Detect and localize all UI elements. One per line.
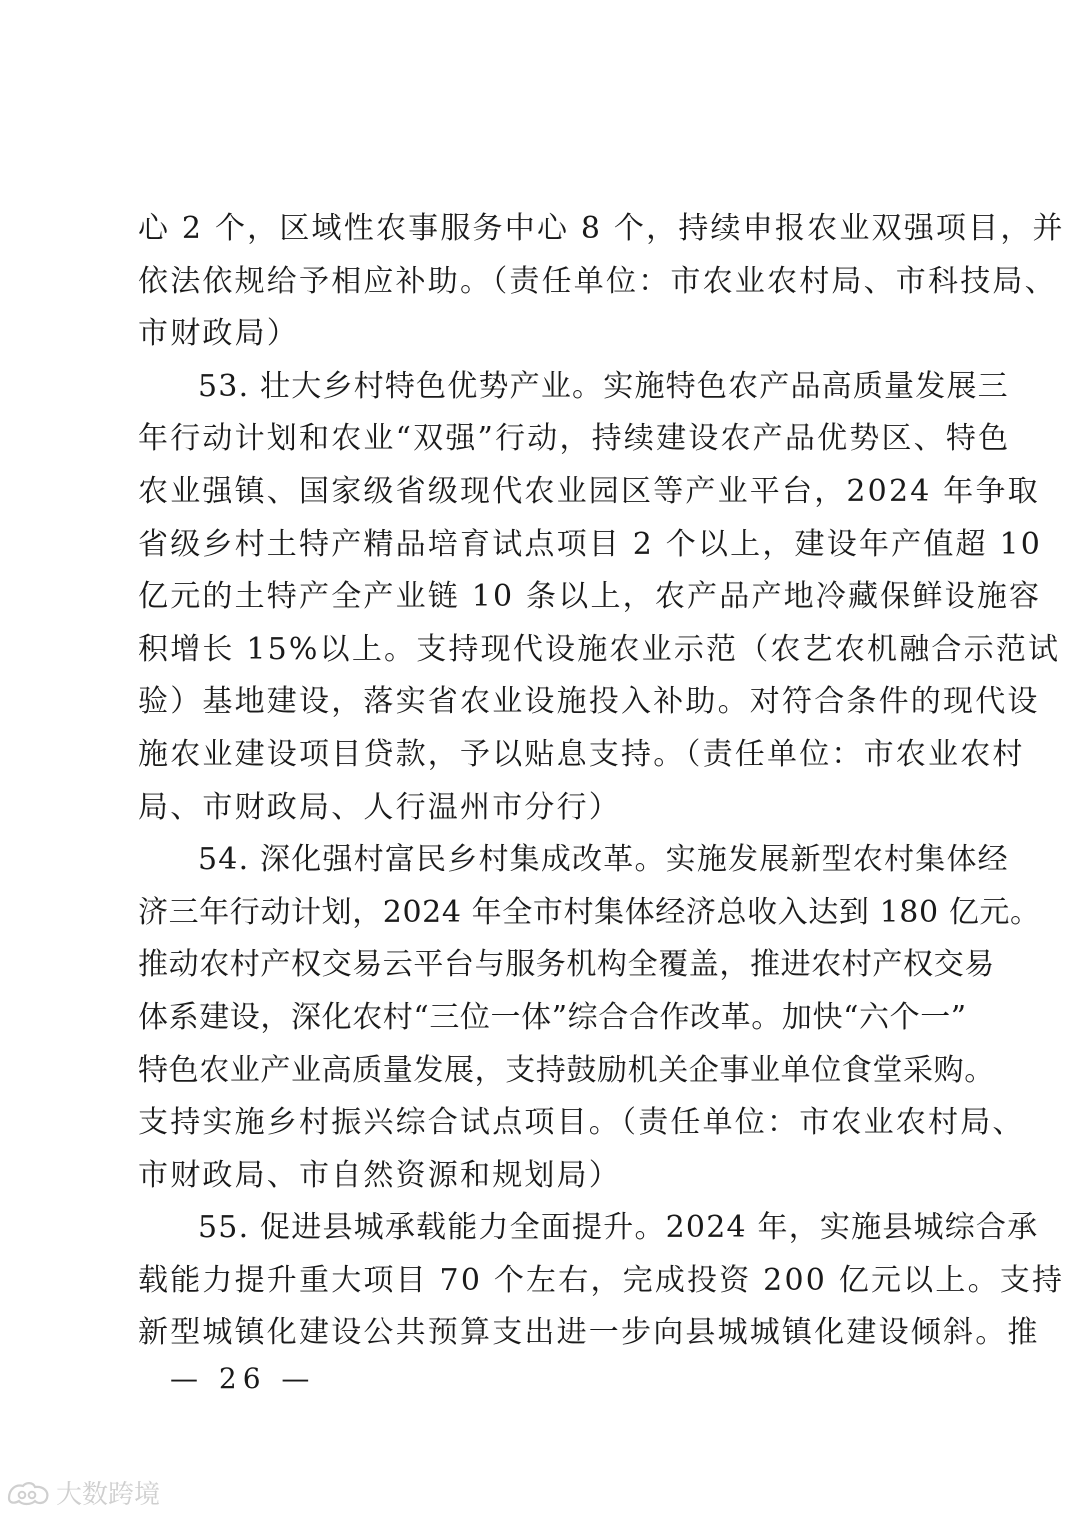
text-line: 推动农村产权交易云平台与服务机构全覆盖，推进农村产权交易 — [138, 947, 995, 983]
text-line: 市财政局） — [138, 316, 299, 352]
page-number: — 26 — — [170, 1362, 316, 1395]
text-line: 支持实施乡村振兴综合试点项目。（责任单位：市农业农村局、 — [138, 1105, 1025, 1141]
watermark — [6, 1474, 160, 1511]
item-54-heading-line: 54. 深化强村富民乡村集成改革。实施发展新型农村集体经 — [198, 842, 1009, 878]
text-line: 济三年行动计划，2024 年全市村集体经济总收入达到 180 亿元。 — [138, 894, 1041, 930]
text-line: 心 2 个，区域性农事服务中心 8 个，持续申报农业双强项目，并 — [138, 211, 1065, 246]
text-line: 依法依规给予相应补助。（责任单位：市农业农村局、市科技局、 — [138, 263, 1057, 299]
text-line: 年行动计划和农业“双强”行动，持续建设农产品优势区、特色 — [138, 421, 1011, 457]
text-line: 农业强镇、国家级省级现代农业园区等产业平台，2024 年争取 — [138, 473, 1040, 509]
text-line: 新型城镇化建设公共预算支出进一步向县城城镇化建设倾斜。推 — [138, 1315, 1040, 1351]
watermark-logo-icon — [6, 1479, 52, 1507]
text-line: 亿元的土特产全产业链 10 条以上，农产品产地冷藏保鲜设施容 — [138, 579, 1042, 615]
text-line: 市财政局、市自然资源和规划局） — [138, 1157, 621, 1193]
text-line: 积增长 15%以上。支持现代设施农业示范（农艺农机融合示范试 — [138, 631, 1061, 667]
watermark-text: 大数跨境 — [56, 1480, 161, 1510]
text-line: 省级乡村土特产精品培育试点项目 2 个以上，建设年产值超 10 — [138, 526, 1043, 562]
text-line: 施农业建设项目贷款，予以贴息支持。（责任单位：市农业农村 — [138, 736, 1025, 772]
text-line: 体系建设，深化农村“三位一体”综合合作改革。加快“六个一” — [138, 999, 967, 1035]
item-53-heading-line: 53. 壮大乡村特色优势产业。实施特色农产品高质量发展三 — [198, 368, 1009, 404]
item-55-heading-line: 55. 促进县城承载能力全面提升。2024 年，实施县城综合承 — [198, 1210, 1039, 1246]
text-line: 局、市财政局、人行温州市分行） — [138, 789, 621, 825]
text-line: 载能力提升重大项目 70 个左右，完成投资 200 亿元以上。支持 — [138, 1262, 1065, 1298]
text-line: 特色农业产业高质量发展，支持鼓励机关企事业单位食堂采购。 — [138, 1052, 995, 1088]
text-line: 验）基地建设，落实省农业设施投入补助。对符合条件的现代设 — [138, 684, 1040, 720]
body-text — [138, 203, 1065, 1360]
